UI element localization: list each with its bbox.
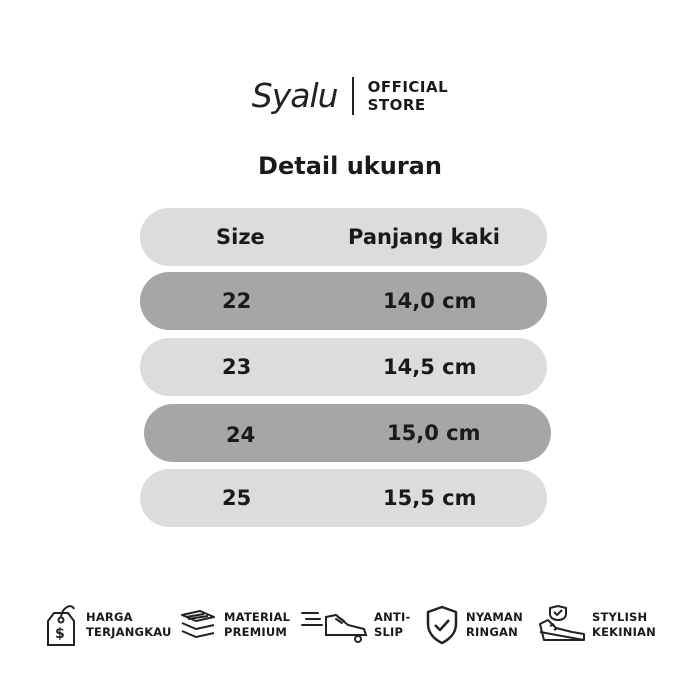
- table-header-row: [140, 208, 547, 266]
- feature-label: NYAMAN RINGAN: [466, 610, 523, 639]
- table-row: [140, 338, 547, 396]
- length-cell: 14,0 cm: [383, 289, 477, 313]
- size-cell: 24: [226, 423, 256, 447]
- table-row: [140, 272, 547, 330]
- column-header-length: Panjang kaki: [348, 225, 500, 249]
- feature-label: MATERIAL PREMIUM: [224, 610, 291, 639]
- length-cell: 14,5 cm: [383, 355, 477, 379]
- shield-check-icon: [424, 604, 460, 646]
- feature-label: HARGA TERJANGKAU: [86, 610, 172, 639]
- size-cell: 22: [222, 289, 252, 313]
- length-cell: 15,0 cm: [387, 421, 481, 445]
- price-tag-icon: [44, 601, 80, 649]
- feature-item: [424, 595, 523, 655]
- table-row: [144, 404, 551, 462]
- sneaker-icon: [536, 602, 588, 648]
- feature-label: ANTI- SLIP: [374, 610, 411, 639]
- feature-item: [300, 595, 410, 655]
- size-cell: 23: [222, 355, 252, 379]
- layers-icon: [178, 605, 218, 645]
- store-line-1: OFFICIAL: [367, 77, 449, 96]
- table-row: [140, 469, 547, 527]
- store-label: [368, 78, 449, 114]
- brand-header: [0, 76, 700, 115]
- header-divider: [352, 77, 354, 115]
- column-header-size: Size: [216, 225, 265, 249]
- feature-item: [44, 595, 172, 655]
- feature-strip: [0, 595, 700, 655]
- shoe-icon: [300, 605, 370, 645]
- length-cell: 15,5 cm: [383, 486, 477, 510]
- brand-logo: Syalu: [251, 76, 338, 115]
- page-title: Detail ukuran: [258, 152, 442, 180]
- svg-text:$: $: [55, 626, 65, 642]
- store-line-2: STORE: [367, 95, 426, 114]
- feature-item: [178, 595, 290, 655]
- size-cell: 25: [222, 486, 252, 510]
- feature-item: [536, 595, 656, 655]
- feature-label: STYLISH KEKINIAN: [592, 610, 656, 639]
